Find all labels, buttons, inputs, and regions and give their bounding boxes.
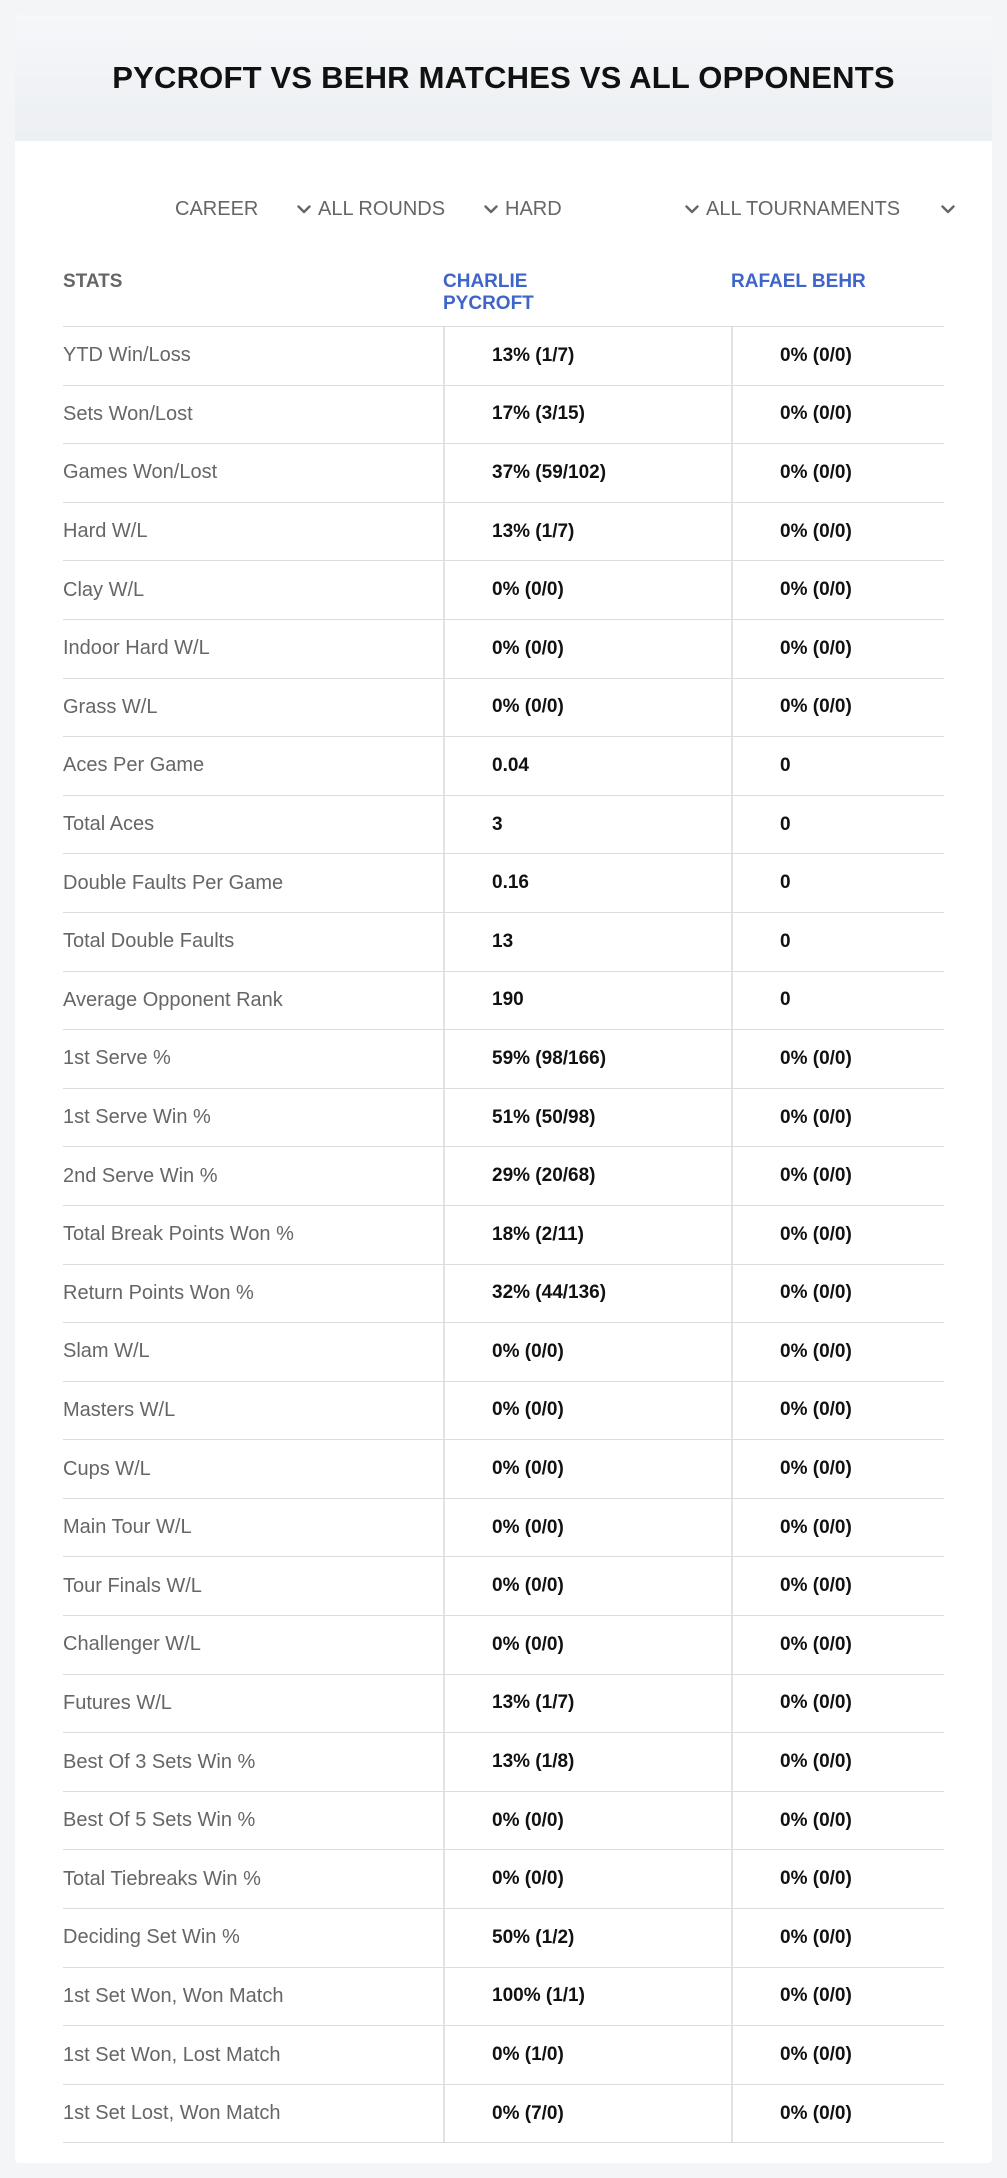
header-stats: STATS [63,271,123,292]
chevron-down-icon [295,200,313,218]
table-row [63,1557,944,1616]
stat-label: Indoor Hard W/L [63,637,210,660]
chevron-down-icon [939,200,957,218]
stat-label: Double Faults Per Game [63,871,284,894]
player1-value: 0% (0/0) [443,561,731,619]
filter-surface-label: HARD [505,197,562,220]
player2-value: 0% (0/0) [731,1557,944,1615]
filter-period-select[interactable] [175,183,313,235]
stat-label: Slam W/L [63,1340,150,1363]
table-row [63,796,944,855]
table-row [63,854,944,913]
player2-value: 0% (0/0) [731,503,944,561]
player2-value: 0% (0/0) [731,1675,944,1733]
player1-value: 51% (50/98) [443,1089,731,1147]
table-row [63,1382,944,1441]
player1-value: 0% (0/0) [443,1616,731,1674]
stat-label: Total Tiebreaks Win % [63,1867,261,1890]
table-row [63,1147,944,1206]
player2-value: 0% (0/0) [731,327,944,385]
stat-label: Tour Finals W/L [63,1574,202,1597]
stat-label: Main Tour W/L [63,1516,192,1539]
player1-value: 59% (98/166) [443,1030,731,1088]
player2-value: 0% (0/0) [731,1089,944,1147]
table-row [63,2026,944,2085]
stat-label: Return Points Won % [63,1281,254,1304]
player2-value: 0 [731,737,944,795]
table-row [63,1850,944,1909]
player1-value: 50% (1/2) [443,1909,731,1967]
stat-label: Hard W/L [63,520,148,543]
stat-label: 1st Serve Win % [63,1106,211,1129]
table-row [63,972,944,1031]
stat-label: YTD Win/Loss [63,344,191,367]
player1-value: 13% (1/7) [443,327,731,385]
player1-value: 13% (1/7) [443,1675,731,1733]
player2-value: 0% (0/0) [731,1909,944,1967]
table-row [63,1675,944,1734]
stat-label: Aces Per Game [63,754,205,777]
player1-value: 29% (20/68) [443,1147,731,1205]
stat-label: Masters W/L [63,1398,176,1421]
player2-value: 0% (0/0) [731,1792,944,1850]
table-row [63,1323,944,1382]
filter-round-select[interactable] [318,183,500,235]
player2-value: 0 [731,972,944,1030]
player2-value: 0% (0/0) [731,1382,944,1440]
player2-value: 0% (0/0) [731,1030,944,1088]
stat-label: Clay W/L [63,578,145,601]
player2-value: 0% (0/0) [731,2085,944,2143]
player1-value: 190 [443,972,731,1030]
player1-value: 13 [443,913,731,971]
player1-value: 0% (0/0) [443,1323,731,1381]
player2-value: 0% (0/0) [731,2026,944,2084]
filter-period-label: CAREER [175,197,259,220]
player1-value: 0% (0/0) [443,1557,731,1615]
player1-value: 3 [443,796,731,854]
filter-tournament-select[interactable] [706,183,957,235]
filter-round-label: ALL ROUNDS [318,197,446,220]
stat-label: Futures W/L [63,1691,172,1714]
table-row [63,1265,944,1324]
player2-value: 0% (0/0) [731,620,944,678]
page-header [15,15,992,141]
table-row [63,1792,944,1851]
stat-label: Cups W/L [63,1457,151,1480]
header-player1-link[interactable]: CHARLIE PYCROFT [443,271,534,314]
player1-value: 13% (1/7) [443,503,731,561]
stat-label: Sets Won/Lost [63,402,193,425]
stat-label: 1st Set Won, Lost Match [63,2043,281,2066]
stat-label: Average Opponent Rank [63,988,283,1011]
table-row [63,1030,944,1089]
player1-value: 18% (2/11) [443,1206,731,1264]
player2-value: 0 [731,854,944,912]
table-row [63,1733,944,1792]
table-row [63,620,944,679]
stat-label: Best Of 5 Sets Win % [63,1809,256,1832]
chevron-down-icon [683,200,701,218]
player2-value: 0% (0/0) [731,1499,944,1557]
player2-value: 0% (0/0) [731,1850,944,1908]
table-row [63,1206,944,1265]
player1-value: 0% (0/0) [443,620,731,678]
table-row [63,1616,944,1675]
stat-label: 2nd Serve Win % [63,1164,218,1187]
stat-label: Grass W/L [63,695,158,718]
table-row [63,1499,944,1558]
player2-value: 0% (0/0) [731,1147,944,1205]
header-player2-link[interactable]: RAFAEL BEHR [731,271,866,292]
player1-value: 0% (0/0) [443,1440,731,1498]
filters-bar [15,183,992,235]
table-row [63,1440,944,1499]
table-row [63,503,944,562]
stat-label: 1st Serve % [63,1047,171,1070]
table-row [63,561,944,620]
player2-value: 0% (0/0) [731,679,944,737]
stat-label: Total Double Faults [63,930,235,953]
stat-label: Total Aces [63,813,155,836]
player2-value: 0% (0/0) [731,1440,944,1498]
filter-tournament-label: ALL TOURNAMENTS [706,197,901,220]
table-row [63,1089,944,1148]
player2-value: 0% (0/0) [731,1616,944,1674]
table-header [63,247,944,327]
stat-label: Challenger W/L [63,1633,201,1656]
table-body [63,327,944,2143]
table-row [63,1968,944,2027]
table-row [63,386,944,445]
player2-value: 0 [731,913,944,971]
stats-table [63,247,944,2143]
table-row [63,913,944,972]
player1-value: 0% (0/0) [443,679,731,737]
table-row [63,737,944,796]
stat-label: Deciding Set Win % [63,1926,240,1949]
player1-value: 0% (1/0) [443,2026,731,2084]
stat-label: Games Won/Lost [63,461,218,484]
table-row [63,2085,944,2144]
player1-value: 0.16 [443,854,731,912]
stat-label: Best Of 3 Sets Win % [63,1750,256,1773]
player2-value: 0% (0/0) [731,444,944,502]
player1-value: 0% (0/0) [443,1850,731,1908]
player2-value: 0% (0/0) [731,1733,944,1791]
table-row [63,444,944,503]
player2-value: 0% (0/0) [731,1323,944,1381]
player2-value: 0% (0/0) [731,1265,944,1323]
stats-card [15,15,992,2163]
table-row [63,1909,944,1968]
player2-value: 0% (0/0) [731,386,944,444]
stat-label: 1st Set Lost, Won Match [63,2102,281,2125]
page-title: PYCROFT VS BEHR MATCHES VS ALL OPPONENTS [112,60,895,95]
player2-value: 0% (0/0) [731,561,944,619]
player1-value: 0.04 [443,737,731,795]
table-row [63,327,944,386]
player1-value: 17% (3/15) [443,386,731,444]
player1-value: 0% (0/0) [443,1382,731,1440]
player2-value: 0% (0/0) [731,1968,944,2026]
table-row [63,679,944,738]
filter-surface-select[interactable] [505,183,701,235]
player1-value: 32% (44/136) [443,1265,731,1323]
player1-value: 13% (1/8) [443,1733,731,1791]
player1-value: 0% (7/0) [443,2085,731,2143]
stat-label: Total Break Points Won % [63,1223,294,1246]
player1-value: 100% (1/1) [443,1968,731,2026]
player2-value: 0 [731,796,944,854]
player2-value: 0% (0/0) [731,1206,944,1264]
stat-label: 1st Set Won, Won Match [63,1984,284,2007]
player1-value: 0% (0/0) [443,1499,731,1557]
player1-value: 37% (59/102) [443,444,731,502]
player1-value: 0% (0/0) [443,1792,731,1850]
chevron-down-icon [482,200,500,218]
